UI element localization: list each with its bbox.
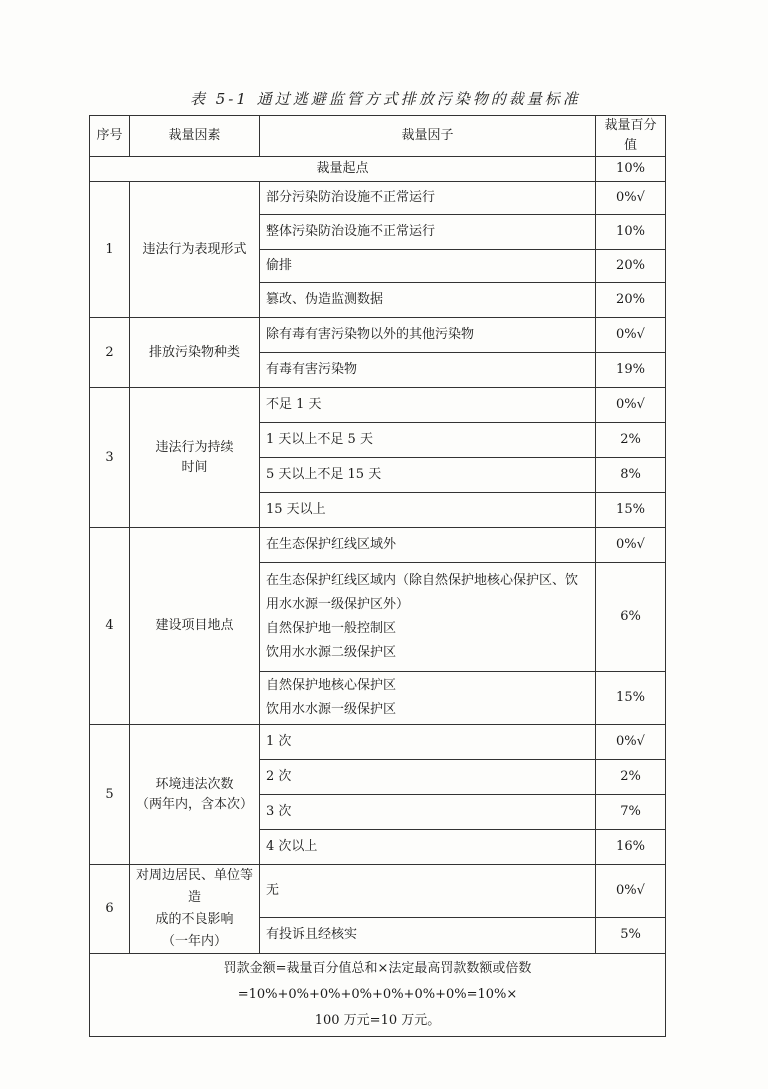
- sub-factor: 在生态保护红线区域外: [260, 528, 596, 563]
- sub-factor: 1 次: [260, 725, 596, 760]
- sub-factor-line: 饮用水水源一级保护区: [266, 702, 397, 717]
- sub-factor: [260, 672, 596, 725]
- percentage-value: 15%: [596, 672, 666, 725]
- group-factor-line: 环境违法次数: [155, 776, 234, 792]
- group-factor-line: （一年内）: [161, 934, 227, 949]
- group-index: 2: [90, 318, 130, 388]
- header-factor: 裁量因素: [130, 116, 260, 157]
- percentage-value: 19%: [596, 353, 666, 388]
- percentage-value: 0%√: [596, 865, 666, 918]
- header-percentage: 裁量百分值: [596, 116, 666, 157]
- percentage-value: 7%: [596, 795, 666, 830]
- sub-factor-line: 在生态保护红线区域内（除自然保护地核心保护区、饮用水水源一级保护区外）: [266, 573, 579, 612]
- header-sub-factor: 裁量因子: [260, 116, 596, 157]
- sub-factor-line: 自然保护地一般控制区: [266, 621, 397, 636]
- group-factor-line: 违法行为持续: [155, 439, 234, 455]
- group-factor-line: 时间: [181, 459, 208, 475]
- sub-factor: 1 天以上不足 5 天: [260, 423, 596, 458]
- sub-factor: 无: [260, 865, 596, 918]
- sub-factor: 4 次以上: [260, 830, 596, 865]
- percentage-value: 20%: [596, 283, 666, 318]
- percentage-value: 15%: [596, 493, 666, 528]
- percentage-value: 16%: [596, 830, 666, 865]
- group-factor: 排放污染物种类: [130, 318, 260, 388]
- sub-factor: 除有毒有害污染物以外的其他污染物: [260, 318, 596, 353]
- group-factor: [130, 725, 260, 865]
- formula-row: [90, 954, 666, 1037]
- table-caption: 表 5-1 通过逃避监管方式排放污染物的裁量标准: [190, 90, 581, 108]
- formula-cell: [90, 954, 666, 1037]
- group-factor: [130, 865, 260, 954]
- percentage-value: 0%√: [596, 528, 666, 563]
- formula-line: 罚款金额=裁量百分值总和×法定最高罚款数额或倍数=10%+0%+0%+0%+0%+0%+0%=10%×: [223, 961, 532, 1002]
- discretion-standard-table: [89, 115, 666, 1037]
- group-factor-line: （两年内，含本次）: [136, 796, 254, 812]
- percentage-value: 6%: [596, 563, 666, 672]
- percentage-value: 0%√: [596, 388, 666, 423]
- group-factor: 违法行为表现形式: [130, 182, 260, 318]
- header-index: 序号: [90, 116, 130, 157]
- group-index: 1: [90, 182, 130, 318]
- sub-factor: 15 天以上: [260, 493, 596, 528]
- base-label: 裁量起点: [90, 157, 596, 182]
- formula-line: 100 万元=10 万元。: [314, 1013, 441, 1028]
- sub-factor: 3 次: [260, 795, 596, 830]
- sub-factor-line: 饮用水水源二级保护区: [266, 645, 397, 660]
- sub-factor: 有毒有害污染物: [260, 353, 596, 388]
- group-index: 6: [90, 865, 130, 954]
- base-value: 10%: [596, 157, 666, 182]
- sub-factor: 偷排: [260, 250, 596, 283]
- sub-factor: 5 天以上不足 15 天: [260, 458, 596, 493]
- sub-factor: 不足 1 天: [260, 388, 596, 423]
- percentage-value: 10%: [596, 215, 666, 250]
- group-factor-line: 对周边居民、单位等造: [136, 868, 254, 905]
- table-row: [90, 528, 666, 563]
- sub-factor-line: 自然保护地核心保护区: [266, 678, 397, 693]
- group-factor: [130, 388, 260, 528]
- sub-factor: 篡改、伪造监测数据: [260, 283, 596, 318]
- group-index: 4: [90, 528, 130, 725]
- sub-factor: 有投诉且经核实: [260, 917, 596, 953]
- table-header-row: [90, 116, 666, 157]
- percentage-value: 0%√: [596, 318, 666, 353]
- table-row: [90, 725, 666, 760]
- percentage-value: 8%: [596, 458, 666, 493]
- table-row: [90, 318, 666, 353]
- table-row-base: [90, 157, 666, 182]
- sub-factor: 2 次: [260, 760, 596, 795]
- table-row: [90, 865, 666, 918]
- table-row: [90, 388, 666, 423]
- sub-factor: 整体污染防治设施不正常运行: [260, 215, 596, 250]
- sub-factor: 部分污染防治设施不正常运行: [260, 182, 596, 215]
- percentage-value: 0%√: [596, 725, 666, 760]
- percentage-value: 0%√: [596, 182, 666, 215]
- group-factor-line: 成的不良影响: [155, 912, 234, 927]
- table-row: [90, 182, 666, 215]
- percentage-value: 2%: [596, 423, 666, 458]
- sub-factor: [260, 563, 596, 672]
- percentage-value: 2%: [596, 760, 666, 795]
- group-index: 3: [90, 388, 130, 528]
- group-factor: 建设项目地点: [130, 528, 260, 725]
- percentage-value: 5%: [596, 917, 666, 953]
- group-index: 5: [90, 725, 130, 865]
- percentage-value: 20%: [596, 250, 666, 283]
